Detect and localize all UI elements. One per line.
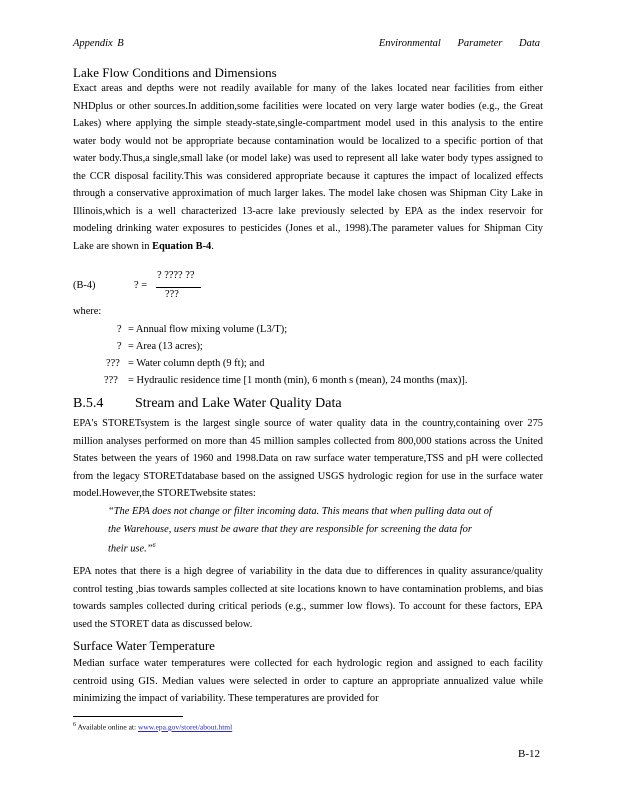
page-number: B-12 bbox=[518, 748, 540, 760]
surface-temp-paragraph: Median surface water temperatures were collected for each hydrologic region and assigned to each facility centroid using GIS. Median values were selected in order to capture an appropriate annualized value while minimizing the impact of variability. These temperatures are provided for bbox=[73, 658, 543, 704]
section-title: Stream and Lake Water Quality Data bbox=[135, 396, 342, 411]
footnote-text: Available online at: bbox=[77, 722, 138, 732]
definition-symbol: ??? bbox=[104, 375, 118, 386]
surface-temp-heading: Surface Water Temperature bbox=[73, 638, 215, 653]
variability-paragraph: EPA notes that there is a high degree of variability in the data due to differences in quality assurance/quality control testing ,bias towards samples collected at site locations known to have contamination problems, and bias towards samples collected during critical periods (e.g., summer low flows). To account for these factors, EPA used the STORET data as discussed below. bbox=[73, 566, 543, 630]
equation-reference: Equation B-4 bbox=[152, 240, 212, 252]
definition-symbol: ? bbox=[117, 341, 122, 352]
storet-quote bbox=[108, 503, 493, 558]
definition-text: = Hydraulic residence time [1 month (min), 6 month s (mean), 24 months (max)]. bbox=[128, 375, 468, 386]
footnote-number: 6 bbox=[73, 722, 76, 728]
equation-denominator: ??? bbox=[165, 289, 179, 300]
section-number: B.5.4 bbox=[73, 396, 104, 411]
definition-text: = Water column depth (9 ft); and bbox=[128, 358, 265, 369]
lake-flow-text-end: . bbox=[211, 240, 214, 252]
running-header-right: Environmental Parameter Data bbox=[378, 38, 540, 49]
equation-label: (B-4) bbox=[73, 280, 96, 291]
footnote bbox=[73, 722, 232, 732]
equation-lhs: ? = bbox=[134, 280, 148, 291]
footnote-separator bbox=[73, 716, 183, 717]
footnote-link[interactable]: www.epa.gov/storet/about.html bbox=[137, 722, 233, 732]
footnote-marker: 6 bbox=[152, 543, 156, 549]
lake-flow-text: Exact areas and depths were not readily available for many of the lakes located near facilities from either NHDplus or other sources.In addition,some facilities were located on very large water bodies (e.g., the Great Lakes) where applying the simple steady-state,single-compartment model used in this analysis to the entire water body would not be appropriate because contamination would be localized to a specific portion of that water body.Thus,a single,small lake (or model lake) was used to represent all lake water body types assigned to the CCR disposal facility.This was considered appropriate because it captures the impact of localized effects through a conservative approximation of much larger lakes. The model lake chosen was Shipman City Lake in Illinois,which is a well characterized 13-acre lake previously selected by EPA as the index reservoir for modeling drinking water exposures to pesticides (Jones et al., 1998).The parameter values for Shipman City Lake are shown in bbox=[73, 83, 543, 252]
definition-text: = Annual flow mixing volume (L3/T); bbox=[128, 324, 288, 335]
lake-flow-paragraph bbox=[73, 80, 543, 255]
quote-text: “The EPA does not change or filter incoming data. This means that when pulling data out of the Warehouse, users must be aware that they are responsible for screening the data for their use.” bbox=[108, 506, 492, 555]
equation-numerator: ? ???? ?? bbox=[157, 270, 195, 281]
where-label: where: bbox=[73, 306, 102, 317]
storet-paragraph: EPA's STORETsystem is the largest single source of water quality data in the country,containing over 275 million analyses performed on more than 45 million samples collected from 800,000 stations across the United States between the years of 1960 and 1998.Data on raw surface water temperature,TSS and pH were collected from the legacy STORETdatabase based on the assigned USGS hydrologic region for use in the surface water model.However,the STORETwebsite states: bbox=[73, 418, 543, 499]
definition-text: = Area (13 acres); bbox=[128, 341, 203, 352]
running-header-left: Appendix B bbox=[73, 38, 124, 49]
definition-symbol: ??? bbox=[106, 358, 120, 369]
definition-symbol: ? bbox=[117, 324, 122, 335]
section-heading-b54 bbox=[73, 396, 342, 412]
lake-flow-heading: Lake Flow Conditions and Dimensions bbox=[73, 65, 277, 80]
fraction-bar bbox=[156, 287, 201, 288]
